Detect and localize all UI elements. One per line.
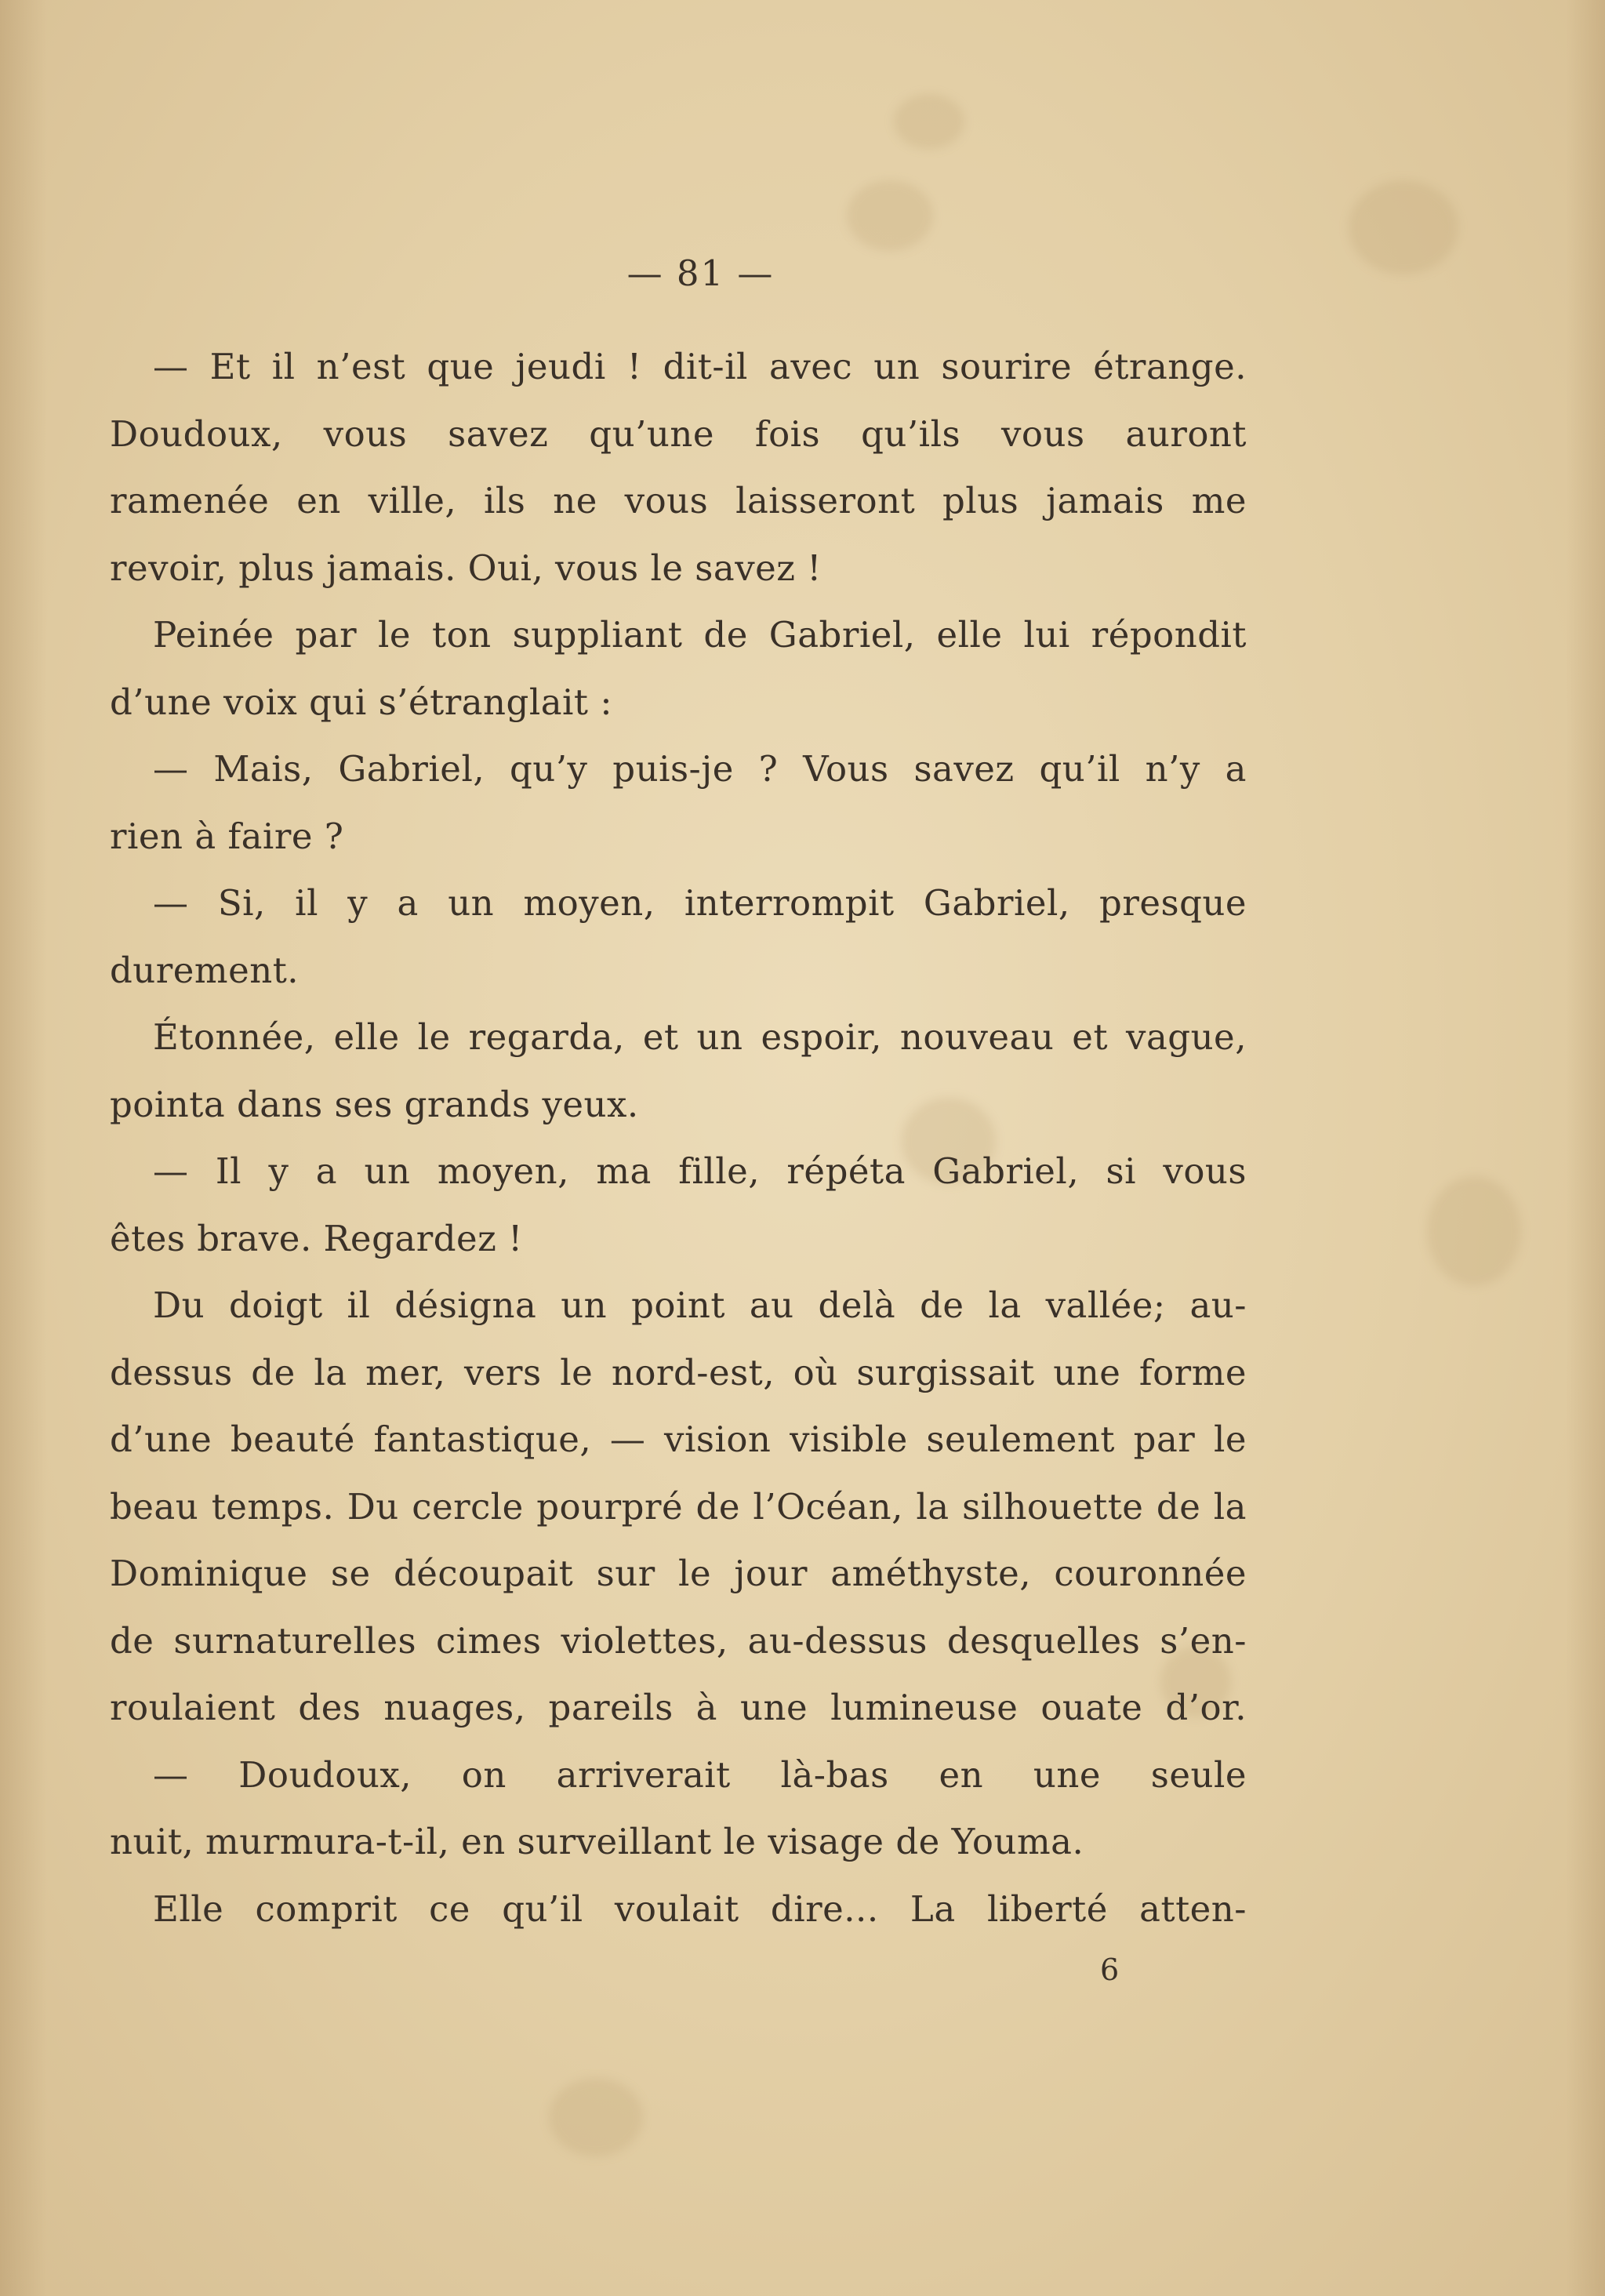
text-line: durement. [110, 949, 300, 991]
body-text [110, 333, 1247, 1942]
paper-stain [894, 94, 964, 149]
text-line: roulaient des nuages, pareils à une lumineuse ouate d’or. [110, 1687, 1247, 1728]
text-line: beau temps. Du cercle pourpré de l’Océan, la silhouette de la [110, 1485, 1247, 1528]
text-line: rien à faire ? [110, 815, 344, 857]
text-line: — Mais, Gabriel, qu’y puis-je ? Vous savez qu’il n’y a [153, 748, 1247, 790]
text-line: revoir, plus jamais. Oui, vous le savez ! [110, 547, 822, 589]
text-line: d’une voix qui s’étranglait : [110, 681, 612, 723]
text-line: Du doigt il désigna un point au delà de la vallée; au- [153, 1284, 1247, 1326]
text-line: — Si, il y a un moyen, interrompit Gabriel, presque [153, 882, 1247, 924]
text-line: nuit, murmura-t-il, en surveillant le visage de Youma. [110, 1821, 1084, 1862]
text-line: d’une beauté fantastique, — vision visible seulement par le [110, 1419, 1247, 1460]
paper-stain [847, 180, 933, 251]
text-line: — Il y a un moyen, ma fille, répéta Gabriel, si vous [153, 1150, 1247, 1192]
text-line: de surnaturelles cimes violettes, au-dessus desquelles s’en- [110, 1619, 1247, 1662]
page-edge-shadow-left [0, 0, 47, 2296]
page-number: — 81 — [626, 252, 775, 294]
text-line: Elle comprit ce qu’il voulait dire... La liberté atten- [153, 1887, 1247, 1930]
text-line: Peinée par le ton suppliant de Gabriel, elle lui répondit [153, 614, 1247, 656]
paper-stain [549, 2078, 643, 2156]
text-line: Dominique se découpait sur le jour améthyste, couronnée [110, 1553, 1247, 1594]
text-line: Étonnée, elle le regarda, et un espoir, nouveau et vague, [153, 1016, 1247, 1058]
text-line: dessus de la mer, vers le nord-est, où surgissait une forme [110, 1351, 1247, 1393]
text-line: pointa dans ses grands yeux. [110, 1083, 639, 1125]
text-line: — Doudoux, on arriverait là-bas en une seule [153, 1753, 1247, 1796]
paper-stain [1427, 1176, 1521, 1286]
text-line: ramenée en ville, ils ne vous laisseront plus jamais me [110, 480, 1247, 521]
signature-mark: 6 [1100, 1953, 1120, 1987]
text-line: Doudoux, vous savez qu’une fois qu’ils vous auront [110, 412, 1247, 455]
text-line: êtes brave. Regardez ! [110, 1217, 523, 1259]
page-edge-shadow-right [1566, 0, 1605, 2296]
text-line: — Et il n’est que jeudi ! dit-il avec un sourire étrange. [153, 346, 1247, 387]
